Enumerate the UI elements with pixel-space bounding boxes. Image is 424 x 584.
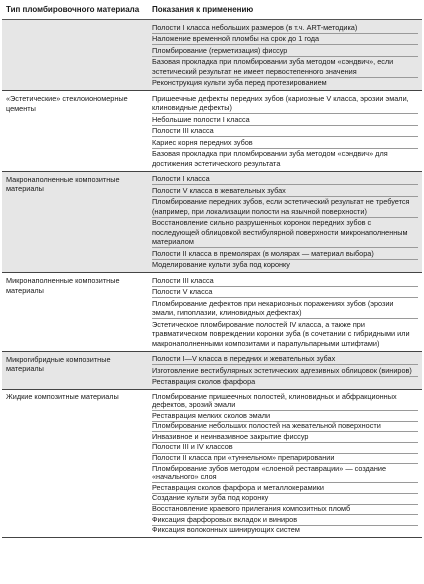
indication-item: Полости I класса небольших размеров (в т.ч. ART-методика) bbox=[152, 22, 358, 32]
indication-item: Создание культи зуба под коронку bbox=[152, 493, 418, 504]
material-type-cell: Микрогибридные композитные материалы bbox=[2, 351, 148, 390]
indication-item: Полости II класса в премолярах (в молярах — материал выбора) bbox=[152, 247, 418, 259]
indication-item: Пломбирование зубов методом «слоеной реставрации» — создание «начального» слоя bbox=[152, 463, 418, 482]
indication-item: Реконструкция культи зуба перед протезированием bbox=[152, 77, 418, 89]
material-type-cell: Жидкие композитные материалы bbox=[2, 390, 148, 538]
indication-item: Фиксация фарфоровых вкладок и виниров bbox=[152, 514, 418, 525]
indication-item: Полости V класса в жевательных зубах bbox=[152, 184, 418, 196]
indication-item: Полости III класса bbox=[152, 125, 418, 137]
indication-item: Пломбирование дефектов при некариозных поражениях зубов (эрозии эмали, гипоплазии, клиновидных дефектах) bbox=[152, 297, 418, 318]
header-material-type: Тип пломбировочного материала bbox=[2, 2, 148, 20]
indication-item: Пломбирование (герметизация) фиссур bbox=[152, 44, 418, 56]
table-row bbox=[2, 390, 422, 538]
indications-cell bbox=[148, 20, 422, 91]
indication-item: Инвазивное и неинвазивное закрытие фиссур bbox=[152, 431, 418, 442]
indication-item: Базовая прокладка при пломбировании зуба методом «сэндвич» для достижения эстетического результата bbox=[152, 148, 418, 169]
material-type-cell: Макронаполненные композитные материалы bbox=[2, 171, 148, 273]
indication-item: Базовая прокладка при пломбировании зуба методом «сэндвич», если эстетический результат не имеет первостепенного значения bbox=[152, 56, 418, 77]
indication-item: Полости V класса bbox=[152, 286, 418, 298]
table-row bbox=[2, 20, 422, 91]
indication-item: Реставрация мелких сколов эмали bbox=[152, 410, 418, 421]
indication-item: Реставрация сколов фарфора и металлокерамики bbox=[152, 482, 418, 493]
indication-item: Пломбирование передних зубов, если эстетический результат не требуется (например, при локализации полости на язычной поверхности) bbox=[152, 196, 418, 217]
indication-item: Моделирование культи зуба под коронку bbox=[152, 259, 418, 271]
header-indications: Показания к применению bbox=[148, 2, 422, 20]
indication-item: Наложение временной пломбы на срок до 1 года bbox=[152, 33, 418, 45]
indication-item: Восстановление сильно разрушенных коронок передних зубов с последующей облицовкой вестибулярной поверхности микронаполненным материалом bbox=[152, 217, 418, 248]
indications-cell bbox=[148, 273, 422, 352]
indications-cell bbox=[148, 91, 422, 172]
material-type-cell: Микронаполненные композитные материалы bbox=[2, 273, 148, 352]
indication-item: Полости I—V класса в передних и жевательных зубах bbox=[152, 354, 336, 363]
indication-item: Фиксация волоконных шинирующих систем bbox=[152, 525, 418, 536]
indication-item: Пломбирование небольших полостей на жевательной поверхности bbox=[152, 421, 418, 432]
indication-item: Полости III и IV классов bbox=[152, 442, 418, 453]
table-row bbox=[2, 273, 422, 352]
indication-item: Полости I класса bbox=[152, 174, 210, 183]
indication-item: Эстетическое пломбирование полостей IV класса, а также при травматическом повреждении коронки зуба (в сочетании с гибридными или макронаполненными композитами и парапульпарными штифтами) bbox=[152, 318, 418, 349]
indications-cell bbox=[148, 171, 422, 273]
indications-cell bbox=[148, 390, 422, 538]
indication-item: Кариес корня передних зубов bbox=[152, 136, 418, 148]
material-type-cell: «Эстетические» стеклоиономерные цементы bbox=[2, 91, 148, 172]
indication-item: Полости III класса bbox=[152, 275, 214, 285]
indication-item: Небольшие полости I класса bbox=[152, 113, 418, 125]
indication-item: Реставрация сколов фарфора bbox=[152, 376, 418, 388]
table-row bbox=[2, 171, 422, 273]
indications-cell bbox=[148, 351, 422, 390]
indication-item: Полости II класса при «туннельном» препарировании bbox=[152, 453, 418, 464]
table-header-row bbox=[2, 2, 422, 20]
indication-item: Пломбирование пришеечных полостей, клиновидных и абфракционных дефектов, эрозий эмали bbox=[152, 391, 397, 410]
table-row bbox=[2, 91, 422, 172]
table-row bbox=[2, 351, 422, 390]
indication-item: Пришеечные дефекты передних зубов (кариозные V класса, эрозии эмали, клиновидные дефекты) bbox=[152, 93, 409, 112]
indication-item: Изготовление вестибулярных эстетических адгезивных облицовок (виниров) bbox=[152, 364, 418, 376]
indication-item: Восстановление краевого прилегания композитных пломб bbox=[152, 504, 418, 515]
material-type-cell bbox=[2, 20, 148, 91]
indications-table bbox=[2, 2, 422, 538]
